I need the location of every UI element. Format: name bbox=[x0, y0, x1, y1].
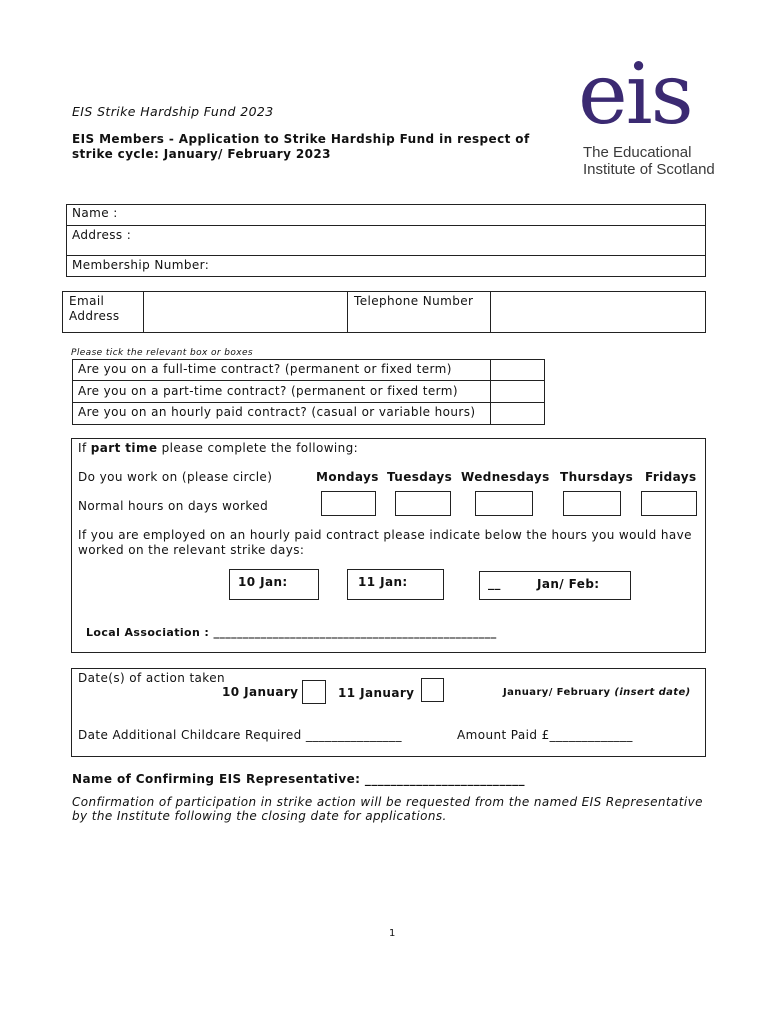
confirmation-note-line1: Confirmation of participation in strike action will be requested from the named EIS Representative bbox=[72, 795, 703, 809]
local-association-field[interactable]: Local Association : ________________________________________________ bbox=[86, 626, 497, 639]
form-heading-line1: EIS Members - Application to Strike Hardship Fund in respect of bbox=[72, 132, 530, 146]
childcare-date-field[interactable]: Date Additional Childcare Required _______________ bbox=[78, 728, 402, 742]
name-field-label[interactable]: Name : bbox=[72, 206, 118, 220]
fund-title: EIS Strike Hardship Fund 2023 bbox=[72, 104, 274, 119]
day-friday[interactable]: Fridays bbox=[645, 470, 697, 484]
day-tuesday[interactable]: Tuesdays bbox=[387, 470, 453, 484]
action-date-jan-feb[interactable]: January/ February (insert date) bbox=[503, 687, 691, 698]
contract-option-full-time: Are you on a full-time contract? (permanent or fixed term) bbox=[78, 362, 452, 376]
full-time-tick-box[interactable] bbox=[492, 361, 543, 379]
action-11-jan-checkbox[interactable] bbox=[421, 678, 444, 702]
hours-11-jan-label: 11 Jan: bbox=[358, 575, 408, 589]
contract-option-hourly: Are you on an hourly paid contract? (casual or variable hours) bbox=[78, 405, 476, 419]
action-date-11-jan: 11 January bbox=[338, 686, 415, 700]
hours-tuesday-input[interactable] bbox=[395, 491, 451, 516]
hours-monday-input[interactable] bbox=[321, 491, 376, 516]
page-number: 1 bbox=[389, 928, 396, 939]
action-10-jan-checkbox[interactable] bbox=[302, 680, 326, 704]
confirmation-note-line2: by the Institute following the closing date for applications. bbox=[72, 809, 447, 823]
telephone-label: Telephone Number bbox=[354, 294, 474, 308]
day-thursday[interactable]: Thursdays bbox=[560, 470, 634, 484]
telephone-input[interactable] bbox=[492, 293, 704, 331]
day-monday[interactable]: Mondays bbox=[316, 470, 379, 484]
hours-thursday-input[interactable] bbox=[563, 491, 621, 516]
eis-logo-line1: The Educational bbox=[583, 144, 692, 161]
part-time-intro: If part time please complete the following: bbox=[78, 441, 359, 455]
hours-10-jan-label: 10 Jan: bbox=[238, 575, 288, 589]
hourly-tick-box[interactable] bbox=[492, 404, 543, 423]
hours-friday-input[interactable] bbox=[641, 491, 697, 516]
hours-wednesday-input[interactable] bbox=[475, 491, 533, 516]
amount-paid-field[interactable]: Amount Paid £_____________ bbox=[457, 728, 633, 742]
hourly-instruction-line1: If you are employed on an hourly paid contract please indicate below the hours you would have bbox=[78, 528, 692, 542]
normal-hours-label: Normal hours on days worked bbox=[78, 499, 269, 513]
days-prompt: Do you work on (please circle) bbox=[78, 470, 273, 484]
email-input[interactable] bbox=[145, 293, 345, 331]
hourly-instruction-line2: worked on the relevant strike days: bbox=[78, 543, 305, 557]
email-label-line2: Address bbox=[69, 309, 120, 323]
membership-number-label[interactable]: Membership Number: bbox=[72, 258, 210, 272]
action-date-10-jan: 10 January bbox=[222, 685, 299, 699]
address-field-label[interactable]: Address : bbox=[72, 228, 132, 242]
email-label-line1: Email bbox=[69, 294, 105, 308]
part-time-tick-box[interactable] bbox=[492, 382, 543, 401]
dates-action-label: Date(s) of action taken bbox=[78, 671, 226, 685]
confirming-rep-field[interactable]: Name of Confirming EIS Representative: _________________________ bbox=[72, 772, 525, 786]
day-wednesday[interactable]: Wednesdays bbox=[461, 470, 550, 484]
eis-logo-line2: Institute of Scotland bbox=[583, 161, 715, 178]
eis-logo-mark: eis bbox=[578, 45, 692, 143]
hours-jan-feb-blank: __ bbox=[488, 576, 501, 590]
hours-jan-feb-label: Jan/ Feb: bbox=[537, 577, 600, 591]
form-heading-line2: strike cycle: January/ February 2023 bbox=[72, 147, 331, 161]
tick-instruction: Please tick the relevant box or boxes bbox=[71, 348, 254, 358]
contract-option-part-time: Are you on a part-time contract? (permanent or fixed term) bbox=[78, 384, 458, 398]
